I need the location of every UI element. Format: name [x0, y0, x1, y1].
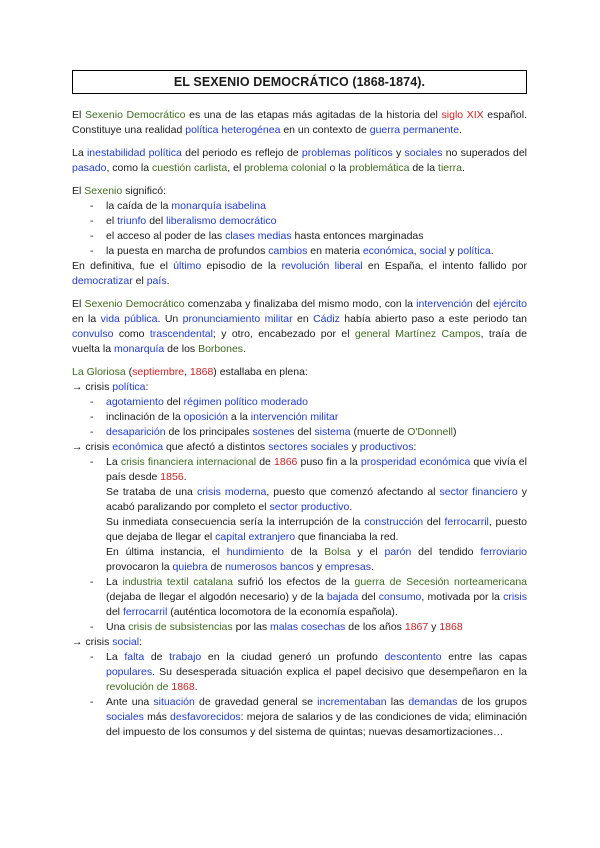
text-run: problemática [349, 162, 410, 174]
text-run: guerra permanente [369, 124, 460, 136]
text-run: en España, el intento fallido por [362, 260, 527, 272]
text-run: desfavorecidos [170, 711, 241, 723]
text-run: la puesta en marcha de profundos [106, 245, 269, 257]
text-run: ; y otro, encabezado por el [212, 328, 355, 340]
text-run: . [459, 124, 462, 136]
text-run: episodio de la [201, 260, 282, 272]
list-item [72, 229, 527, 244]
text-run: que vivía el país desde [106, 456, 527, 483]
text-run: consumo [378, 591, 422, 603]
text-run: → crisis [72, 381, 113, 393]
text-run: revolución liberal [281, 260, 363, 272]
text-run: de los años [345, 621, 405, 633]
text-run: por las [232, 621, 271, 633]
text-run: país [146, 275, 167, 287]
text-run: de la [409, 162, 439, 174]
text-run: trabajo [169, 651, 202, 663]
text-run: no superados del [442, 147, 527, 159]
text-run: (dejaba de llegar el algodón necesario) y de la [106, 591, 327, 603]
text-run: . [194, 681, 198, 693]
text-run: había abierto paso a este periodo tan [339, 313, 528, 325]
text-run: numerosos bancos [225, 561, 314, 573]
text-run: de [207, 561, 226, 573]
text-run: en un contexto de [280, 124, 370, 136]
list-item [72, 695, 527, 740]
text-run: El [72, 185, 85, 197]
text-run: revolución de [106, 681, 172, 693]
text-run: social [112, 636, 140, 648]
text-run: social [419, 245, 447, 257]
text-run: la caída de la [106, 200, 172, 212]
instability-paragraph [72, 146, 527, 176]
text-run: populares [106, 666, 153, 678]
text-run: (muerte de [350, 426, 408, 438]
text-run: en materia [307, 245, 363, 257]
text-run: productivos [359, 441, 414, 453]
text-run: puso fin a la [297, 456, 361, 468]
text-run: económica [362, 245, 414, 257]
text-run: o la [326, 162, 350, 174]
text-run: pronunciamiento militar [182, 313, 293, 325]
text-run: pasado [72, 162, 107, 174]
text-run: , el [227, 162, 245, 174]
social-crisis-list [72, 650, 527, 740]
text-run: bajada [326, 591, 359, 603]
text-run: En definitiva, fue el [72, 260, 174, 272]
text-run: quiebra [172, 561, 208, 573]
text-run: O'Donnell [407, 426, 453, 438]
text-run: cuestión carlista [151, 162, 228, 174]
text-run: . [349, 501, 353, 513]
text-run: , traía de vuelta la [72, 328, 527, 355]
text-run: La [106, 651, 125, 663]
conclusion-paragraph [72, 259, 527, 289]
text-run: . [461, 162, 465, 174]
text-run: más [143, 711, 171, 723]
text-run: y [392, 147, 405, 159]
text-run: → crisis [72, 636, 113, 648]
text-run: septiembre [132, 366, 185, 378]
text-run: : [413, 441, 417, 453]
list-item [72, 455, 527, 575]
text-run: La [72, 147, 87, 159]
text-run: crisis financiera internacional [120, 456, 257, 468]
text-run: que afectó a distintos [163, 441, 269, 453]
text-run: provocaron la [106, 561, 173, 573]
text-run: Ante una [106, 696, 154, 708]
text-run: las [386, 696, 409, 708]
text-run: en la [72, 313, 101, 325]
text-run: inclinación de la [106, 411, 184, 423]
list-item [72, 199, 527, 214]
text-run: ferrocarril [122, 606, 168, 618]
text-run: del [146, 215, 167, 227]
text-run: El [72, 109, 85, 121]
text-run: que financiaba la red. [295, 531, 399, 543]
text-run: el [106, 215, 118, 227]
text-run: política heterogénea [185, 124, 281, 136]
text-run: crisis de subsistencias [128, 621, 233, 633]
meaning-list [72, 199, 527, 259]
intro-paragraph [72, 108, 527, 138]
text-run: capital extranjero [215, 531, 296, 543]
text-run: es una de las etapas más agitadas de la historia del [185, 109, 442, 121]
text-run: . Su desesperada situación explica el papel decisivo que desempeñaron en la [152, 666, 527, 678]
text-run: Una [106, 621, 129, 633]
text-run: inestabilidad política [86, 147, 182, 159]
text-run: del [294, 426, 315, 438]
text-run: problemas políticos [301, 147, 393, 159]
text-run: Su inmediata consecuencia sería la interrupción de la [106, 516, 365, 528]
text-run: del [472, 298, 494, 310]
text-run: crisis moderna [196, 486, 267, 498]
economic-crisis-heading [72, 440, 527, 455]
list-item [72, 620, 527, 635]
text-run: → crisis [72, 441, 113, 453]
text-run: general Martínez Campos [354, 328, 481, 340]
text-run: , motivada por la [421, 591, 504, 603]
text-run: malas cosechas [270, 621, 346, 633]
text-run: sostenes [252, 426, 295, 438]
text-run: Sexenio Democrático [84, 298, 185, 310]
text-run: siglo XIX [441, 109, 484, 121]
political-crisis-list [72, 395, 527, 440]
text-run: tierra [438, 162, 462, 174]
text-run: 1856 [160, 471, 184, 483]
text-run: Bolsa [324, 546, 351, 558]
text-run: del [423, 516, 445, 528]
text-run: política [457, 245, 491, 257]
text-run: La [106, 576, 123, 588]
text-run: significó: [122, 185, 166, 197]
text-run: comenzaba y finalizaba del mismo modo, con la [184, 298, 417, 310]
text-run: régimen político moderado [183, 396, 308, 408]
text-run: demandas [408, 696, 458, 708]
text-run: en [292, 313, 314, 325]
text-run: monarquía [114, 343, 165, 355]
text-run: en la ciudad generó un profundo [201, 651, 385, 663]
text-run: Cádiz [313, 313, 340, 325]
text-run: monarquía isabelina [171, 200, 266, 212]
text-run: del [163, 396, 184, 408]
text-run: como [113, 328, 150, 340]
list-item [72, 650, 527, 695]
text-run: 1868 [439, 621, 463, 633]
text-run: y [428, 621, 440, 633]
text-run: En última instancia, el [106, 546, 227, 558]
text-run: ejército [493, 298, 527, 310]
text-run: de los grupos [457, 696, 527, 708]
text-run: 1868 [171, 681, 195, 693]
text-run: 1868 [189, 366, 214, 378]
text-run: . [371, 561, 374, 573]
gloriosa-paragraph [72, 365, 527, 380]
text-run: intervención militar [250, 411, 339, 423]
text-run: política [112, 381, 146, 393]
list-item [72, 395, 527, 410]
social-crisis-heading [72, 635, 527, 650]
text-run: del [106, 606, 123, 618]
text-run: sociales [106, 711, 144, 723]
text-run: sufrió los efectos de la [233, 576, 355, 588]
text-run: : mejora de salarios y de las condiciones de vida; eliminación del impuesto de los consumos y del sistema de quintas; nuevas desamortizaciones… [106, 711, 527, 738]
military-paragraph [72, 297, 527, 357]
list-item [72, 425, 527, 440]
text-run: guerra de Secesión norteamericana [354, 576, 528, 588]
text-run: Se trataba de una [106, 486, 197, 498]
text-run: del tendido [411, 546, 481, 558]
economic-crisis-list [72, 455, 527, 635]
text-run: , puesto que comenzó afectando al [266, 486, 440, 498]
text-run: problema colonial [244, 162, 327, 174]
text-run: trascendental [149, 328, 213, 340]
text-run: de los [164, 343, 199, 355]
text-run: democratizar [72, 275, 133, 287]
political-crisis-heading [72, 380, 527, 395]
text-run: Sexenio Democrático [84, 109, 186, 121]
text-run: 1866 [274, 456, 298, 468]
text-run: agotamiento [106, 396, 164, 408]
text-run: de [256, 456, 275, 468]
text-run: sociales [404, 147, 443, 159]
text-run: sector financiero [439, 486, 518, 498]
text-run: 1867 [404, 621, 429, 633]
text-run: económica [112, 441, 164, 453]
text-run: , puesto que dejaba de llegar el [106, 516, 527, 543]
text-run: desaparición [106, 426, 166, 438]
text-run: ) [452, 426, 457, 438]
text-run: , [184, 366, 190, 378]
list-item [72, 410, 527, 425]
text-run: , [413, 245, 420, 257]
list-item [72, 244, 527, 259]
text-run: . [166, 275, 170, 287]
text-run: entre las capas [441, 651, 527, 663]
text-run: a la [228, 411, 251, 423]
text-run: . Un [157, 313, 183, 325]
text-run: ferrocarril [444, 516, 489, 528]
text-run: español. Constituye una realidad [72, 109, 527, 136]
text-run: de la [283, 546, 325, 558]
text-run: hasta entonces marginadas [291, 230, 424, 242]
text-run: cambios [268, 245, 308, 257]
text-run: El [72, 298, 85, 310]
document-page [72, 70, 527, 740]
text-run: construcción [364, 516, 424, 528]
text-run: falta [124, 651, 145, 663]
text-run: del [358, 591, 379, 603]
text-run: descontento [384, 651, 442, 663]
text-run: prosperidad económica [360, 456, 471, 468]
text-run: último [173, 260, 202, 272]
text-run: Sexenio [84, 185, 123, 197]
meaning-heading [72, 184, 527, 199]
text-run: y [313, 561, 325, 573]
text-run: sistema [314, 426, 351, 438]
text-run: : [139, 636, 143, 648]
text-run: oposición [183, 411, 229, 423]
text-run: incrementaban [317, 696, 387, 708]
text-run: de gravedad general se [194, 696, 318, 708]
text-run: y el [350, 546, 385, 558]
text-run: . [183, 471, 187, 483]
list-item [72, 214, 527, 229]
text-run: vida pública [100, 313, 158, 325]
text-run: sector productivo [269, 501, 350, 513]
text-run: y [348, 441, 360, 453]
text-run: de [144, 651, 170, 663]
text-run: : [145, 381, 149, 393]
text-run: el [132, 275, 147, 287]
text-run: empresas [324, 561, 372, 573]
text-run: ( [125, 366, 133, 378]
text-run: industria textil catalana [122, 576, 233, 588]
text-run: ferroviario [480, 546, 527, 558]
list-item [72, 575, 527, 620]
text-run: La [106, 456, 121, 468]
text-run: sectores sociales [268, 441, 349, 453]
text-run: parón [384, 546, 412, 558]
text-run: crisis [503, 591, 527, 603]
text-run: (auténtica locomotora de la economía española). [167, 606, 398, 618]
text-run: intervención [416, 298, 473, 310]
text-run: el acceso al poder de las [106, 230, 226, 242]
text-run: La Gloriosa [72, 366, 126, 378]
text-run: y [446, 245, 458, 257]
text-run: situación [153, 696, 195, 708]
text-run: convulso [72, 328, 114, 340]
text-run: del periodo es reflejo de [181, 147, 302, 159]
text-run: y acabó paralizando por completo el [106, 486, 527, 513]
text-run: hundimiento [226, 546, 284, 558]
text-run: triunfo [117, 215, 147, 227]
text-run: , como la [106, 162, 152, 174]
text-run: de los principales [165, 426, 253, 438]
text-run: ) estallaba en plena: [213, 366, 308, 378]
document-title: EL SEXENIO DEMOCRÁTICO (1868-1874). [72, 70, 527, 94]
text-run: Borbones [198, 343, 244, 355]
text-run: . [490, 245, 494, 257]
text-run: clases medias [225, 230, 292, 242]
text-run: . [243, 343, 246, 355]
text-run: liberalismo democrático [166, 215, 277, 227]
